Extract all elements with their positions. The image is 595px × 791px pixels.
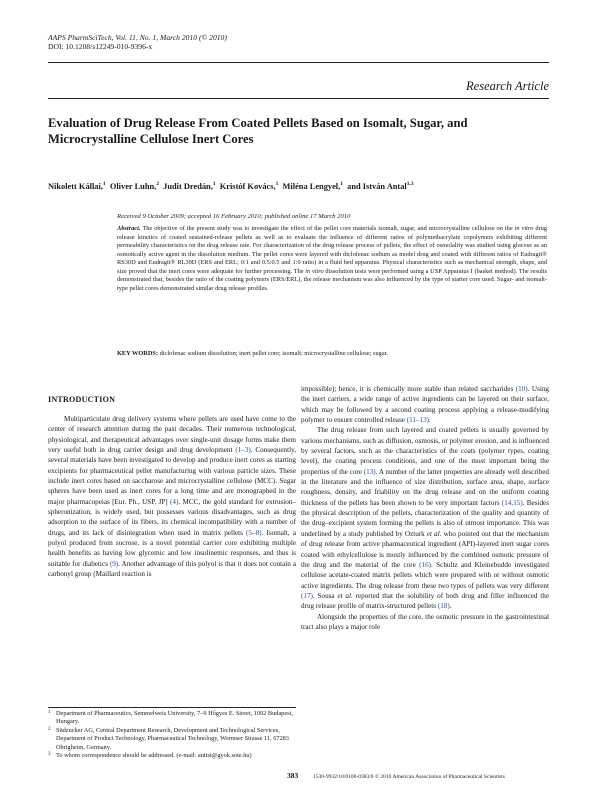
citation-link[interactable]: (11–13) [406, 416, 430, 425]
abstract: Abstract. The objective of the present study was to investigate the effect of the pellet core materials isomalt, sugar, and microcrystalline cellulose on the in vitro drug release kinetics of coated sustained-release pellets as well as to evaluate the influence of different ratios of polymethacrylate copolymers exhibiting different permeability characteristics on the drug release rate. For characterization of the drug release process of pellets, the effect of osmolality was studied using glucose as an osmotically active agent in the dissolution medium. The pellet cores were layered with diclofenac sodium as model drug and coated with different ratios of Eudragit® RS30D and Eudragit® RL30D (ERS and ERL; 0:1 and 0.5:0.5 and 1:0 ratio) in a fluid bed apparatus. Physical characteristics such as mechanical strength, shape, and size proved that the inert cores were adequate for further processing. The in vitro dissolution tests were performed using a USP Apparatus I (basket method). The results demonstrated that, besides the ratio of the coating polymers (ERS/ERL), the release mechanism was also influenced by the type of starter core used. Sugar- and isomalt-type pellet cores demonstrated similar drug release profiles. [117, 225, 547, 292]
header-rule-bottom [48, 98, 549, 99]
author: Kristóf Kovács,$^1$ [219, 181, 279, 191]
footnote: 2 Südzucker AG, Central Department Research, Development and Technological Services, Department of Product Technology, Pharmaceutical Technology, Wormser Strasse 11, 67283 Obrigheim, Germany. [48, 726, 289, 751]
article-type-label: Research Article [466, 79, 549, 93]
paragraph: Multiparticulate drug delivery systems where pellets are used have come to the center of research attention during the past decades. Their numerous technological, physiological, and therapeutical advantages over single-unit dosage forms make them very useful both in drug carrier design and drug development (1–3). Consequently, several materials have been investigated to develop and produce inert cores as starting excipients for pharmaceutical pellet manufacturing with various particle sizes. These include inert cores based on saccharose and microcrystalline cellulose (MCC). Sugar spheres have been used as inert cores for a long time and are monographed in the major pharmacopeias [Eur. Ph., USP, JP] (4). MCC, the gold standard for extrusion–spheronization, is widely used, but possesses various disadvantages, such as drug adsorption to the surface of its fibers, its chemical incompatibility with a number of drugs, and its lack of disintegration when used in matrix pellets (5–8). Isomalt, a polyol produced from sucrose, is a novel potential carrier core exhibiting multiple health benefits as having low glycemic and low insulinemic responses, and thus is suitable for diabetics (9). Another advantage of this polyol is that it does not contain a carbonyl group (Maillard reaction is [48, 415, 297, 579]
right-column-text [301, 384, 549, 632]
paragraph: impossible); hence, it is chemically more stable than related saccharides (10). Using the inert carriers, a wide range of active ingredients can be layered on their surface, which may be followed by a second coating process applying a release-modifying polymer to ensure controlled release (11–13). [301, 385, 549, 425]
citation-link[interactable]: (1–3) [235, 446, 251, 455]
footnote: 1 Department of Pharmaceutics, Semmelweis University, 7–9 Hőgyes E. Street, 1092 Budapest, Hungary. [48, 710, 293, 726]
issn-copyright-line: 1530-9932/10/0100-0383/0 © 2010 American Association of Pharmaceutical Scientists [313, 774, 505, 780]
paragraph: The drug release from such layered and coated pellets is usually governed by various mechanisms, such as diffusion, osmosis, or polymer erosion, and is influenced by several factors, such as the characteristics of the coats (polymer types, coating level), the coating process conditions, and one of the most important being the properties of the core (13). A number of the latter properties are already well described in the literature and the influence of size distribution, surface area, shape, surface roughness, density, and friability on the drug release and on the uniform coating thickness of the pellets has been shown to be very important factors (14,15). Besides the physical description of the pellets, characterization of the quality and quantity of the drug–excipient system forming the pellets is also of utmost importance. This was underlined by a study published by Ozturk et al. who pointed out that the mechanism of drug release from active pharmaceutical ingredient (API)-layered inert sugar cores coated with ethylcellulose is mostly influenced by the combined osmotic pressure of the drug and the material of the core (16). Schultz and Kleinebudde investigated cellulose acetate-coated matrix pellets which were prepared with or without osmotic active ingredients. The drug release from these two types of pellets was very different (17). Sousa et al. reported that the solubility of both drug and filler influenced the drug release profile of matrix-structured pellets (18). [301, 426, 549, 611]
author: Judit Dredán,$^1$ [163, 181, 216, 191]
doi-line: DOI: 10.1208/s12249-010-9396-x [48, 42, 153, 51]
author: Oliver Luhn,$^2$ [109, 181, 159, 191]
abstract-lead: Abstract. [117, 225, 141, 232]
citation-link[interactable]: (18) [437, 602, 450, 611]
citation-link[interactable]: (5–8) [246, 528, 262, 537]
citation-link[interactable]: (13) [363, 467, 376, 476]
left-column-text [48, 414, 296, 580]
paragraph: Alongside the properties of the core, the osmotic pressure in the gastrointestinal tract also plays a major role [301, 612, 549, 631]
citation-link[interactable]: (16) [419, 560, 432, 569]
page-number: 383 [287, 771, 299, 780]
footnote-rule [48, 707, 296, 708]
citation-link[interactable]: (9) [109, 559, 119, 568]
author-list [48, 179, 558, 192]
keywords: KEY WORDS: diclofenac sodium dissolution; inert pellet core; isomalt; microcrystalline cellulose; sugar. [117, 350, 388, 357]
author: Nikolett Kállai,$^1$ [48, 181, 106, 191]
citation-link[interactable]: (4) [170, 497, 179, 506]
citation-link[interactable]: (14,15) [501, 498, 523, 507]
section-heading-introduction: INTRODUCTION [48, 395, 116, 404]
citation-link[interactable]: (17) [301, 591, 313, 600]
received-dates: Received 9 October 2009; accepted 16 February 2010; published online 17 March 2010 [117, 213, 351, 220]
author: Miléna Lengyel,$^1$ [282, 181, 343, 191]
article-title: Evaluation of Drug Release From Coated Pellets Based on Isomalt, Sugar, and Microcrystalline Cellulose Inert Cores [48, 116, 468, 146]
footnote: 3 To whom correspondence should be addressed. (e-mail: antist@gyok.sote.hu) [48, 752, 252, 760]
affiliation-footnotes [48, 710, 296, 760]
citation-link[interactable]: (10) [515, 385, 528, 393]
author: and István Antal$^{1,3}$ [347, 181, 414, 191]
header-rule-top [48, 62, 549, 63]
journal-citation: AAPS PharmSciTech, Vol. 11, No. 1, March 2010 (© 2010) [48, 33, 227, 42]
